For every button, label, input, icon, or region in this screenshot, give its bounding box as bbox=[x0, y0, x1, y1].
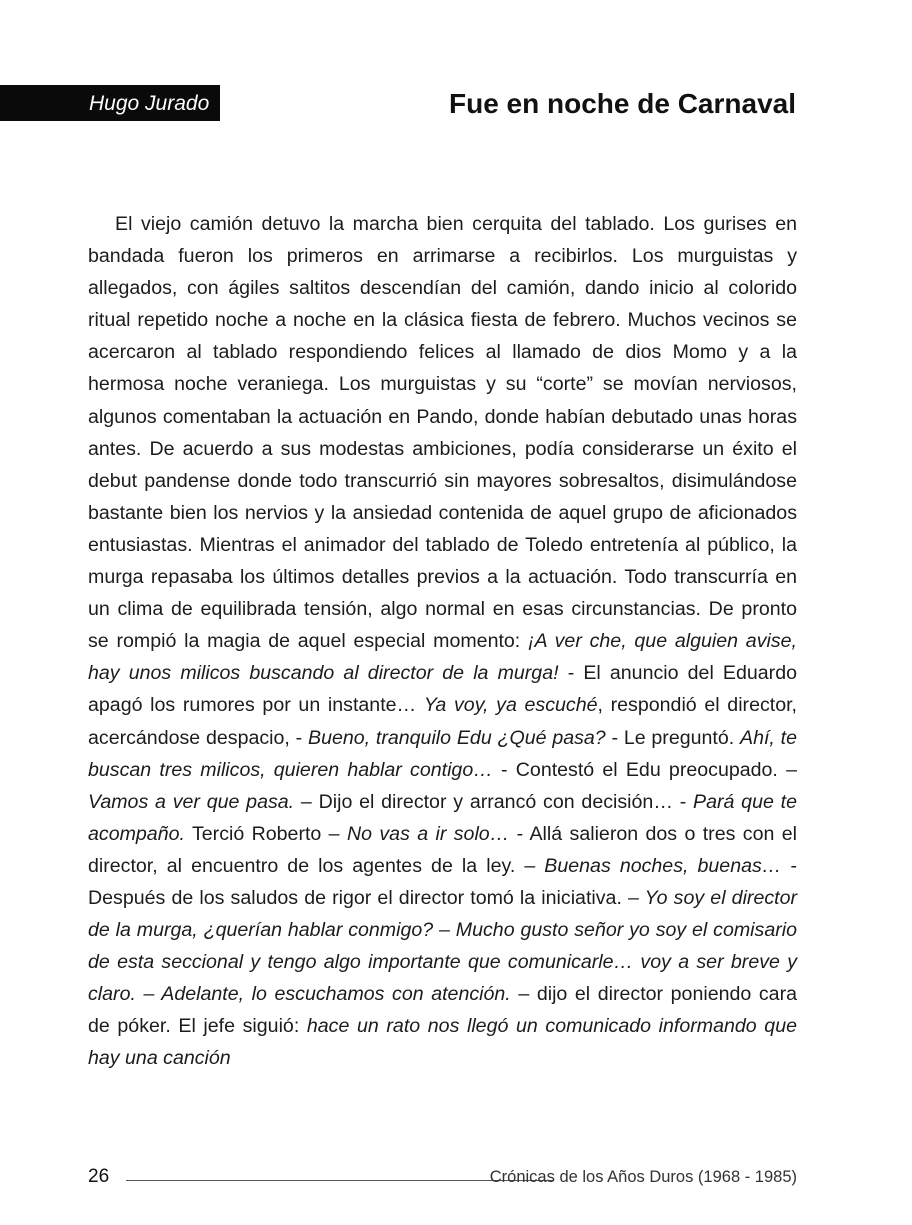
text-run: - Le preguntó. bbox=[605, 726, 741, 749]
author-bar bbox=[0, 85, 220, 121]
text-run: Terció Roberto – bbox=[184, 822, 347, 845]
italic-run: Ya voy, ya escuché bbox=[423, 694, 598, 717]
italic-run: – Yo soy el director de la murga, ¿querían hablar conmigo? – Mucho gusto señor yo soy el comisario de esta seccional y tengo algo importante que comunicarle… voy a ser breve y claro. – Adelante, lo escuchamos con atención. bbox=[88, 886, 798, 1006]
italic-run: Buenas noches, buenas… bbox=[544, 854, 782, 877]
italic-run: Vamos a ver que pasa. bbox=[88, 790, 295, 813]
text-run: – Dijo el director y arrancó con decisión… - bbox=[294, 790, 693, 813]
text-run: - El anuncio del Eduardo apagó los rumores por un instante… bbox=[88, 662, 798, 717]
italic-run: No vas a ir solo… bbox=[346, 822, 510, 845]
text-run: – dijo el director poniendo cara de póker. El jefe siguió: bbox=[88, 983, 797, 1038]
text-run: - Después de los saludos de rigor el director tomó la iniciativa. bbox=[88, 854, 797, 909]
italic-run: ¡A ver che, que alguien avise, hay unos milicos buscando al director de la murga! bbox=[88, 630, 797, 685]
italic-run: hace un rato nos llegó un comunicado informando que hay una canción bbox=[88, 1015, 797, 1070]
chapter-title: Fue en noche de Carnaval bbox=[449, 88, 796, 119]
text-run: El viejo camión detuvo la marcha bien cerquita del tablado. Los gurises en bandada fueron los primeros en arrimarse a recibirlos. Los murguistas y allegados, con ágiles saltitos descendían del camión, dando inicio al colorido ritual repetido noche a noche en la clásica fiesta de febrero. Muchos vecinos se acercaron al tablado respondiendo felices al llamado de dios Momo y a la hermosa noche veraniega. Los murguistas y su “corte” se movían nerviosos, algunos comentaban la actuación en Pando, donde habían debutado unas horas antes. De acuerdo a sus modestas ambiciones, podía considerarse un éxito el debut pandense donde todo transcurrió sin mayores sobresaltos, disimulándose bastante bien los nervios y la ansiedad contenida de aquel grupo de aficionados entusiastas. Mientras el animador del tablado de Toledo entretenía al público, la murga repasaba los últimos detalles previos a la actuación. Todo transcurría en un clima de equilibrada tensión, algo normal en esas circunstancias. De pronto se rompió la magia de aquel especial momento: bbox=[88, 213, 797, 653]
italic-run: Ahí, te buscan tres milicos, quieren hablar contigo… bbox=[88, 726, 798, 781]
paragraph bbox=[88, 208, 797, 1075]
text-run: , respondió el director, acercándose despacio, - bbox=[88, 694, 798, 749]
author-name: Hugo Jurado bbox=[89, 92, 210, 115]
text-run: - Contestó el Edu preocupado. – bbox=[492, 758, 797, 781]
book-title: Crónicas de los Años Duros (1968 - 1985) bbox=[489, 1168, 797, 1186]
body-text bbox=[88, 208, 797, 1075]
page-footer bbox=[88, 1166, 797, 1194]
text-run: - Allá salieron dos o tres con el director, al encuentro de los agentes de la ley. – bbox=[88, 822, 797, 877]
italic-run: Pará que te acompaño. bbox=[88, 790, 797, 845]
italic-run: Bueno, tranquilo Edu ¿Qué pasa? bbox=[308, 726, 606, 749]
page-number: 26 bbox=[88, 1166, 110, 1187]
